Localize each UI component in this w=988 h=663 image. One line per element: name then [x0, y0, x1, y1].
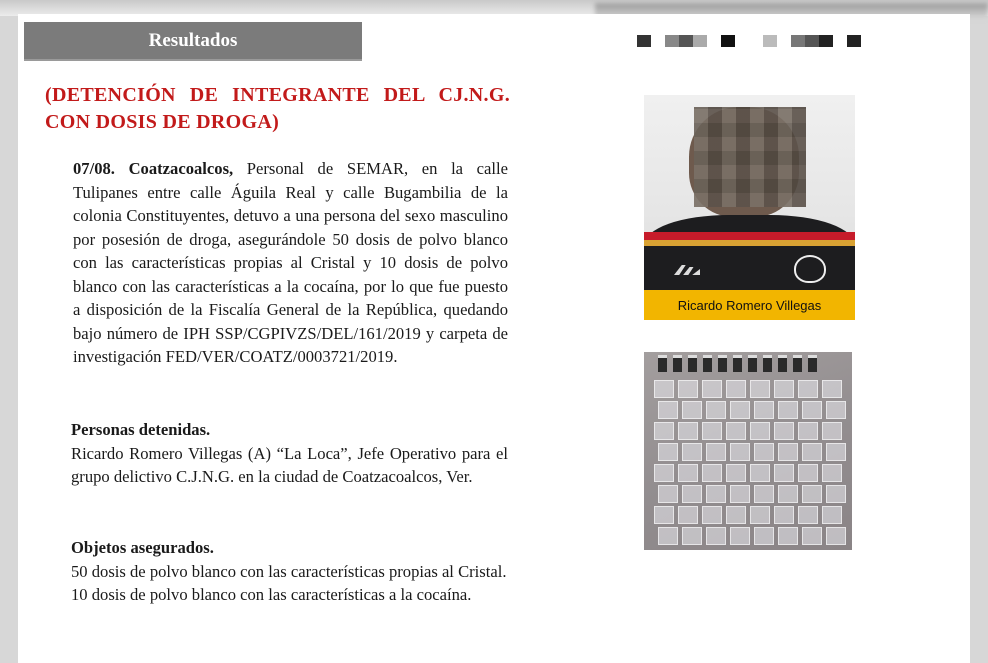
evidence-bag	[726, 506, 746, 524]
evidence-bag	[826, 443, 846, 461]
evidence-bag	[798, 422, 818, 440]
evidence-bag	[802, 527, 822, 545]
pixelated-header-logo	[637, 35, 861, 49]
evidence-bag	[702, 506, 722, 524]
evidence-bag	[702, 422, 722, 440]
evidence-bag	[730, 485, 750, 503]
header-divider	[24, 59, 362, 61]
detained-heading: Personas detenidas.	[71, 420, 211, 439]
sachet	[703, 355, 712, 372]
evidence-bag	[826, 527, 846, 545]
evidence-bag	[702, 380, 722, 398]
shirt-crest-icon	[794, 255, 826, 283]
evidence-bag	[826, 401, 846, 419]
evidence-bag	[726, 464, 746, 482]
report-date-place: 07/08. Coatzacoalcos,	[73, 159, 234, 178]
evidence-bag	[754, 401, 774, 419]
sachet	[763, 355, 772, 372]
evidence-bag	[658, 443, 678, 461]
evidence-bag	[682, 527, 702, 545]
evidence-bag	[798, 464, 818, 482]
evidence-bag	[750, 506, 770, 524]
sachet	[718, 355, 727, 372]
evidence-bag	[654, 380, 674, 398]
evidence-bag	[654, 422, 674, 440]
evidence-bag	[678, 422, 698, 440]
sachet	[733, 355, 742, 372]
evidence-bag	[678, 464, 698, 482]
face-pixelation	[694, 107, 806, 207]
sachet	[793, 355, 802, 372]
evidence-bag	[802, 401, 822, 419]
evidence-bag	[706, 443, 726, 461]
evidence-bag	[802, 485, 822, 503]
evidence-bag	[706, 485, 726, 503]
evidence-bag	[706, 401, 726, 419]
seized-section	[71, 536, 508, 607]
sachet	[658, 355, 667, 372]
evidence-bag	[750, 380, 770, 398]
evidence-bag	[658, 527, 678, 545]
evidence-bag	[726, 422, 746, 440]
detainee-shirt	[644, 215, 855, 290]
evidence-bag	[822, 380, 842, 398]
evidence-bag	[798, 380, 818, 398]
evidence-bag	[822, 464, 842, 482]
evidence-bag	[706, 527, 726, 545]
results-header: Resultados	[24, 22, 362, 60]
sachet	[688, 355, 697, 372]
evidence-bag	[730, 443, 750, 461]
seized-drugs-photo	[644, 352, 852, 550]
report-title: (DETENCIÓN DE INTEGRANTE DEL CJ.N.G. CON DOSIS DE DROGA)	[45, 84, 510, 133]
sachet	[808, 355, 817, 372]
evidence-bag	[658, 401, 678, 419]
evidence-bag	[654, 506, 674, 524]
seized-item: 10 dosis de polvo blanco con las características a la cocaína.	[71, 585, 472, 604]
evidence-bag	[778, 527, 798, 545]
sachet	[748, 355, 757, 372]
evidence-bag	[678, 380, 698, 398]
shirt-stripe-yellow	[644, 240, 855, 246]
evidence-bag	[774, 422, 794, 440]
evidence-bag	[726, 380, 746, 398]
evidence-bag	[778, 401, 798, 419]
evidence-bag	[750, 464, 770, 482]
evidence-bag	[654, 464, 674, 482]
evidence-bag	[774, 506, 794, 524]
evidence-bag	[682, 401, 702, 419]
seized-heading: Objetos asegurados.	[71, 538, 214, 557]
report-body	[73, 157, 508, 369]
evidence-bag	[754, 527, 774, 545]
evidence-bag	[678, 506, 698, 524]
evidence-bag	[822, 422, 842, 440]
evidence-bag	[798, 506, 818, 524]
evidence-bag	[730, 401, 750, 419]
evidence-bag	[802, 443, 822, 461]
shirt-stripe-red	[644, 232, 855, 240]
evidence-bag	[730, 527, 750, 545]
evidence-bag	[702, 464, 722, 482]
evidence-bag	[682, 443, 702, 461]
evidence-bag	[778, 443, 798, 461]
evidence-bag	[658, 485, 678, 503]
evidence-bag	[754, 443, 774, 461]
sachet	[673, 355, 682, 372]
evidence-bag	[826, 485, 846, 503]
detained-text: Ricardo Romero Villegas (A) “La Loca”, Jefe Operativo para el grupo delictivo C.J.N.G. en la ciudad de Coatzacoalcos, Ver.	[71, 443, 508, 486]
evidence-bag	[774, 380, 794, 398]
detainee-photo	[644, 95, 855, 290]
evidence-bag	[774, 464, 794, 482]
evidence-bag	[754, 485, 774, 503]
photo-caption: Ricardo Romero Villegas	[644, 290, 855, 320]
evidence-bag	[822, 506, 842, 524]
evidence-bag	[750, 422, 770, 440]
evidence-bag	[778, 485, 798, 503]
detained-section	[71, 418, 508, 489]
sachet	[778, 355, 787, 372]
report-body-text: Personal de SEMAR, en la calle Tulipanes entre calle Águila Real y calle Bugambilia de la colonia Constituyentes, detuvo a una persona del sexo masculino por posesión de droga, asegurándole 50 dosis de polvo blanco con las características propias al Cristal y 10 dosis de polvo blanco con las características a la cocaína, por lo que fue puesto a disposición de la Fiscalía General de la República, quedando bajo número de IPH SSP/CGPIVZS/DEL/161/2019 y carpeta de investigación FED/VER/COATZ/0003721/2019.	[73, 159, 508, 366]
evidence-bag	[682, 485, 702, 503]
seized-item: 50 dosis de polvo blanco con las características propias al Cristal.	[71, 561, 507, 581]
